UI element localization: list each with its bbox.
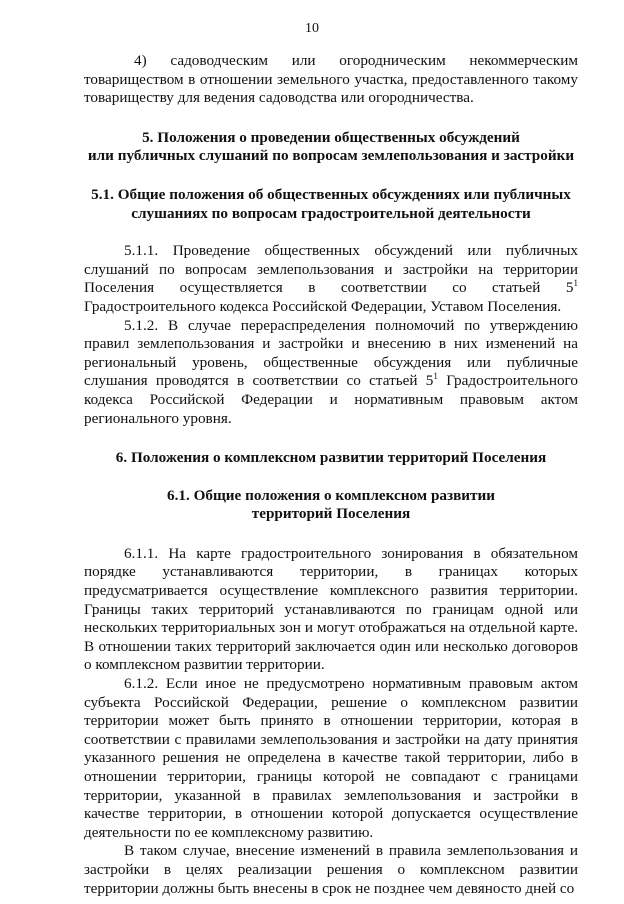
paragraph-5-1-2 bbox=[84, 317, 578, 429]
section-6-1-heading bbox=[84, 487, 578, 524]
section-6-1-heading-line-1: 6.1. Общие положения о комплексном развитии bbox=[166, 486, 495, 504]
paragraph-last: В таком случае, внесение изменений в правила землепользования и застройки в целях реализации решения о комплексном развитии территории должны быть внесены в срок не позднее чем девяносто дней со bbox=[84, 842, 578, 897]
page-number: 10 bbox=[305, 21, 319, 36]
section-6-1-heading-line-2: территорий Поселения bbox=[251, 505, 411, 523]
section-5-1-heading bbox=[84, 186, 578, 223]
paragraph-5-1-2-text: 5.1.2. В случае перераспределения полномочий по утверждению правил землепользования и застройки и внесению в них изменений на региональный уровень, общественные обсуждения или публичные слушания проводятся в соответствии со статьей 5 bbox=[84, 316, 578, 390]
section-5-1-heading-line-2: слушаниях по вопросам градостроительной деятельности bbox=[131, 204, 531, 222]
paragraph-5-1-1-text: 5.1.1. Проведение общественных обсуждений или публичных слушаний по вопросам землепользования и застройки на территории Поселения осуществляется в соответствии со статьей 5 bbox=[84, 242, 578, 297]
page-content bbox=[84, 52, 578, 898]
section-6-heading: 6. Положения о комплексном развитии территорий Поселения bbox=[115, 449, 547, 467]
paragraph-5-1-2-superscript: 1 bbox=[433, 371, 438, 382]
paragraph-5-1-1-text-end: Градостроительного кодекса Российской Федерации, Уставом Поселения. bbox=[84, 297, 562, 315]
section-5-heading bbox=[84, 129, 578, 166]
paragraph-5-1-1 bbox=[84, 242, 578, 316]
paragraph-6-1-2: 6.1.2. Если иное не предусмотрено нормативным правовым актом субъекта Российской Федерации, решение о комплексном развитии территории может быть принято в отношении территории, которая в соответствии с правилами землепользования и застройки на дату принятия указанного решения не определена в качестве такой территории, либо в отношении территории, границы которой не совпадают с границами территории, указанной в правилах землепользования и застройки в качестве территории, в отношении которой допускается осуществление деятельности по ее комплексному развитию. bbox=[84, 675, 578, 841]
paragraph-intro: 4) садоводческим или огородническим некоммерческим товариществом в отношении земельного участка, предоставленного такому товариществу для ведения садоводства или огородничества. bbox=[84, 52, 578, 107]
paragraph-5-1-1-superscript: 1 bbox=[573, 278, 578, 289]
section-5-1-heading-line-1: 5.1. Общие положения об общественных обсуждениях или публичных bbox=[91, 185, 571, 203]
section-5-heading-line-2: или публичных слушаний по вопросам землепользования и застройки bbox=[87, 147, 575, 165]
paragraph-5-1-2-text-end: Градостроительного кодекса Российской Федерации и нормативным правовым актом регионального уровня. bbox=[84, 372, 578, 427]
section-5-heading-line-1: 5. Положения о проведении общественных обсуждений bbox=[142, 128, 520, 146]
paragraph-6-1-1: 6.1.1. На карте градостроительного зонирования в обязательном порядке устанавливаются территории, в границах которых предусматривается осуществление комплексного развития территории. Границы таких территорий устанавливаются по границам одной или нескольких территориальных зон и могут отображаться на отдельной карте. В отношении таких территорий заключается один или несколько договоров о комплексном развитии территории. bbox=[84, 544, 578, 674]
